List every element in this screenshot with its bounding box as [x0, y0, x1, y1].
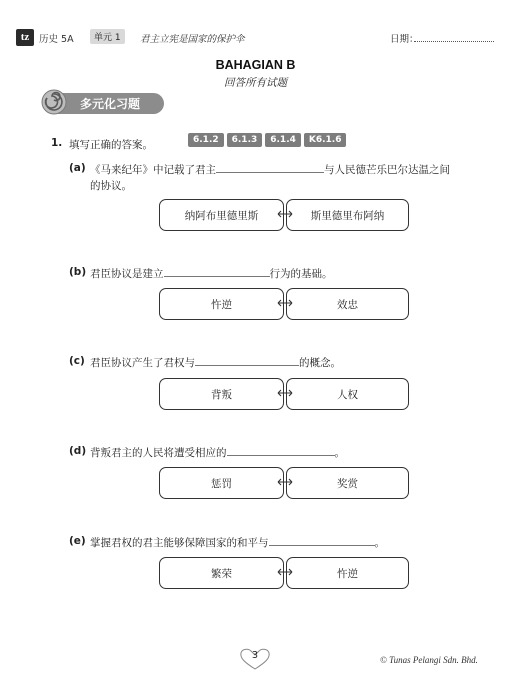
- lollipop-icon: [41, 89, 67, 115]
- item-d-text-after: 。: [334, 447, 345, 459]
- item-b-text: [90, 266, 333, 281]
- item-b-text-before: 君臣协议是建立: [90, 268, 164, 280]
- item-c-blank[interactable]: [195, 364, 299, 366]
- item-c-text-after: 的概念。: [299, 357, 341, 369]
- item-d-blank[interactable]: [227, 454, 335, 456]
- item-e-label: (e): [69, 535, 86, 547]
- swap-arrow-icon: [276, 476, 294, 488]
- item-c-text-before: 君臣协议产生了君权与: [90, 357, 195, 369]
- section-title: BAHAGIAN B: [215, 58, 296, 72]
- standard-tag: 6.1.4: [265, 133, 301, 147]
- standard-tag: 6.1.3: [227, 133, 263, 147]
- item-a-blank[interactable]: [216, 171, 324, 173]
- item-d-text: [90, 445, 345, 460]
- publisher-logo: tz: [16, 29, 34, 46]
- item-c-option-2[interactable]: 人权: [286, 378, 409, 410]
- item-c-text: [90, 355, 341, 370]
- swap-arrow-icon: [276, 387, 294, 399]
- item-a-text-after: 与人民德芒乐巴尔达温之间: [324, 164, 450, 176]
- item-a-label: (a): [69, 162, 86, 174]
- item-d-text-before: 背叛君主的人民将遭受相应的: [90, 447, 227, 459]
- item-a-option-1[interactable]: 纳阿布里德里斯: [159, 199, 284, 231]
- item-a-option-2[interactable]: 斯里德里布阿纳: [286, 199, 409, 231]
- page-number: 3: [251, 650, 259, 661]
- item-d-option-2[interactable]: 奖赏: [286, 467, 409, 499]
- swap-arrow-icon: [276, 208, 294, 220]
- item-b-option-2[interactable]: 效忠: [286, 288, 409, 320]
- swap-arrow-icon: [276, 566, 294, 578]
- standard-tag: K6.1.6: [304, 133, 347, 147]
- item-a-text: [90, 162, 450, 177]
- swap-arrow-icon: [276, 297, 294, 309]
- item-b-text-after: 行为的基础。: [269, 268, 333, 280]
- item-a-text-before: 《马来纪年》中记载了君主: [90, 164, 216, 176]
- item-e-text-after: 。: [374, 537, 385, 549]
- item-c-option-1[interactable]: 背叛: [159, 378, 284, 410]
- banner-title: 多元化习题: [80, 97, 141, 111]
- copyright: © Tunas Pelangi Sdn. Bhd.: [380, 655, 478, 665]
- item-d-option-1[interactable]: 惩罚: [159, 467, 284, 499]
- item-b-label: (b): [69, 266, 87, 278]
- question-text: 填写正确的答案。: [69, 139, 153, 151]
- date-field[interactable]: [414, 41, 494, 42]
- question-number: 1.: [51, 137, 63, 149]
- item-e-text: [90, 535, 385, 550]
- standard-tag: 6.1.2: [188, 133, 224, 147]
- subject-label: 历史 5A: [39, 34, 74, 45]
- item-b-blank[interactable]: [164, 275, 270, 277]
- item-d-label: (d): [69, 445, 87, 457]
- unit-title: 君主立宪是国家的保护伞: [140, 34, 245, 45]
- item-c-label: (c): [69, 355, 85, 367]
- item-e-option-2[interactable]: 忤逆: [286, 557, 409, 589]
- item-e-blank[interactable]: [269, 544, 375, 546]
- item-e-text-before: 掌握君权的君主能够保障国家的和平与: [90, 537, 269, 549]
- unit-badge: 单元 1: [90, 29, 125, 44]
- standard-tags: [188, 133, 346, 147]
- item-a-text-line2: 的协议。: [90, 180, 132, 192]
- section-instruction: 回答所有试题: [224, 77, 287, 89]
- item-e-option-1[interactable]: 繁荣: [159, 557, 284, 589]
- date-label: 日期：: [390, 34, 419, 45]
- item-b-option-1[interactable]: 忤逆: [159, 288, 284, 320]
